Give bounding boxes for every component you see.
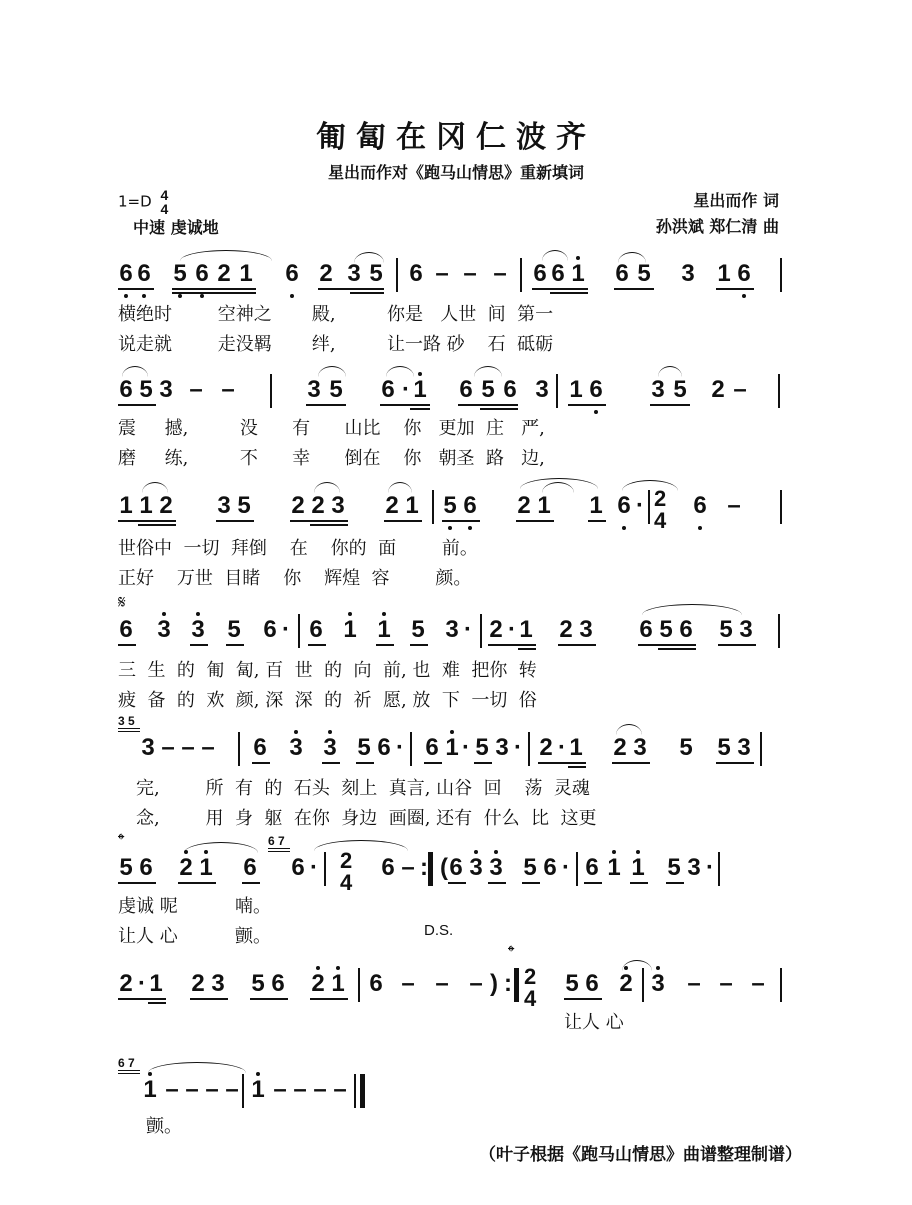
lyrics-verse-1: 三 生 的 匍 匐, 百 世 的 向 前, 也 难 把你 转 xyxy=(118,660,537,681)
lyrics-verse-1: 横绝时 空神之 殿, 你是 人世 间 第一 xyxy=(118,304,554,325)
final-barline xyxy=(360,1074,365,1108)
lyrics-verse-2: 磨 练, 不 幸 倒在 你 朝圣 路 边, xyxy=(118,448,545,469)
lyrics-verse-1: 世俗中 一切 拜倒 在 你的 面 前。 xyxy=(118,538,478,559)
ts-bottom: 4 xyxy=(160,201,169,217)
lyrics-coda: 让人 心 xyxy=(564,1012,624,1033)
score-line-4: 𝄋 6 3 3 5 6 · 6 1 1 5 3 · 2 · 1 2 3 6 5 6 5 3 三 生 的 匍 匐, 百 世 的 向 前, 也 难 把你 转 疲 备 的 欢 颜, 深 深 的 祈 愿, 放 下 一切 俗 xyxy=(118,618,788,718)
repeat-end-barline xyxy=(428,852,433,886)
time-change-2-4: 2 4 xyxy=(654,486,667,533)
lyrics-verse-1: 震 撼, 没 有 山比 你 更加 庄 严, xyxy=(118,418,545,439)
score-line-6: 𝄌 5 6 2 1 6 6 7 6 · 2 4 6 – : ( 6 3 3 5 6 · 6 1 1 5 3 · 虔诚 呢 喃。 让人 心 颤。 D.S. xyxy=(118,856,788,956)
repeat-end-barline xyxy=(514,968,519,1002)
time-change-2-4: 2 4 xyxy=(524,964,537,1011)
score-line-7: 2 · 1 2 3 5 6 2 1 6 – – – ) : 𝄌 2 4 5 6 2 3 – – – 让人 心 xyxy=(118,972,788,1042)
lyrics-verse-1: 完, 所 有 的 石头 刻上 真言, 山谷 回 荡 灵魂 xyxy=(136,778,590,799)
score-line-3: 1 1 2 3 5 2 2 3 2 1 5 6 2 1 1 6 · 2 4 6 – 世俗中 一切 拜倒 在 你的 面 前。 正好 万世 目睹 你 辉煌 容 颜。 xyxy=(118,494,788,594)
lyrics-verse-2: 让人 心 颤。 xyxy=(118,926,271,947)
lyrics-verse-2: 念, 用 身 躯 在你 身边 画圈, 还有 什么 比 这更 xyxy=(136,808,597,829)
composer-credit: 孙洪斌 郑仁清 曲 xyxy=(655,217,779,236)
coda-icon: 𝄌 xyxy=(118,830,125,851)
lyricist-credit: 星出而作 词 xyxy=(693,191,779,210)
key-signature xyxy=(118,188,168,216)
tempo-marking: 中速 虔诚地 xyxy=(133,218,219,237)
key-label: 1=D xyxy=(118,192,152,211)
lyrics-final: 颤。 xyxy=(146,1116,182,1137)
lyrics-verse-2: 正好 万世 目睹 你 辉煌 容 颜。 xyxy=(118,568,472,589)
grace-notes: 6 7 xyxy=(118,1056,135,1070)
song-title: 匍匐在冈仁波齐 xyxy=(316,120,596,155)
ts-top: 4 xyxy=(160,187,169,203)
grace-notes: 6 7 xyxy=(268,834,285,848)
lyrics-verse-2: 疲 备 的 欢 颜, 深 深 的 祈 愿, 放 下 一切 俗 xyxy=(118,690,537,711)
time-signature xyxy=(160,188,168,216)
lyrics-verse-2: 说走就 走没羁 绊, 让一路 砂 石 砥砺 xyxy=(118,334,554,355)
score-line-2: 6 5 3 – – 3 5 6 · 1 6 5 6 3 1 6 3 5 2 – 震 撼, 没 有 山比 你 更加 庄 严, 磨 练, 不 幸 倒在 你 朝圣 路 边, xyxy=(118,378,788,478)
dal-segno-mark: D.S. xyxy=(424,922,454,939)
score-line-1: 6 6 5 6 2 1 6 2 3 5 6 – – – 6 6 1 6 5 3 1 6 横绝时 空神之 殿, 你是 人世 间 第一 说走就 走没羁 绊, 让一路 砂 石 砥砺 xyxy=(118,262,788,362)
footer-credit: （叶子根据《跑马山情思》曲谱整理制谱） xyxy=(479,1145,802,1165)
segno-icon: 𝄋 xyxy=(118,592,126,613)
time-change-2-4: 2 4 xyxy=(340,848,353,895)
score-line-8: 6 7 1 – – – – 1 – – – – 颤。 xyxy=(118,1078,788,1148)
score-line-5: 3 5 3 – – – 6 3 3 5 6 · 6 1 · 5 3 · 2 · 1 2 3 5 5 3 完, 所 有 的 石头 刻上 真言, 山谷 回 荡 灵魂 念, 用 身 躯 在你 身边 画圈, 还有 什么 比 这更 xyxy=(118,736,788,836)
lyrics-verse-1: 虔诚 呢 喃。 xyxy=(118,896,271,917)
grace-notes: 3 5 xyxy=(118,714,135,728)
subtitle: 星出而作对《跑马山情思》重新填词 xyxy=(327,163,584,182)
coda-icon: 𝄌 xyxy=(508,942,515,963)
